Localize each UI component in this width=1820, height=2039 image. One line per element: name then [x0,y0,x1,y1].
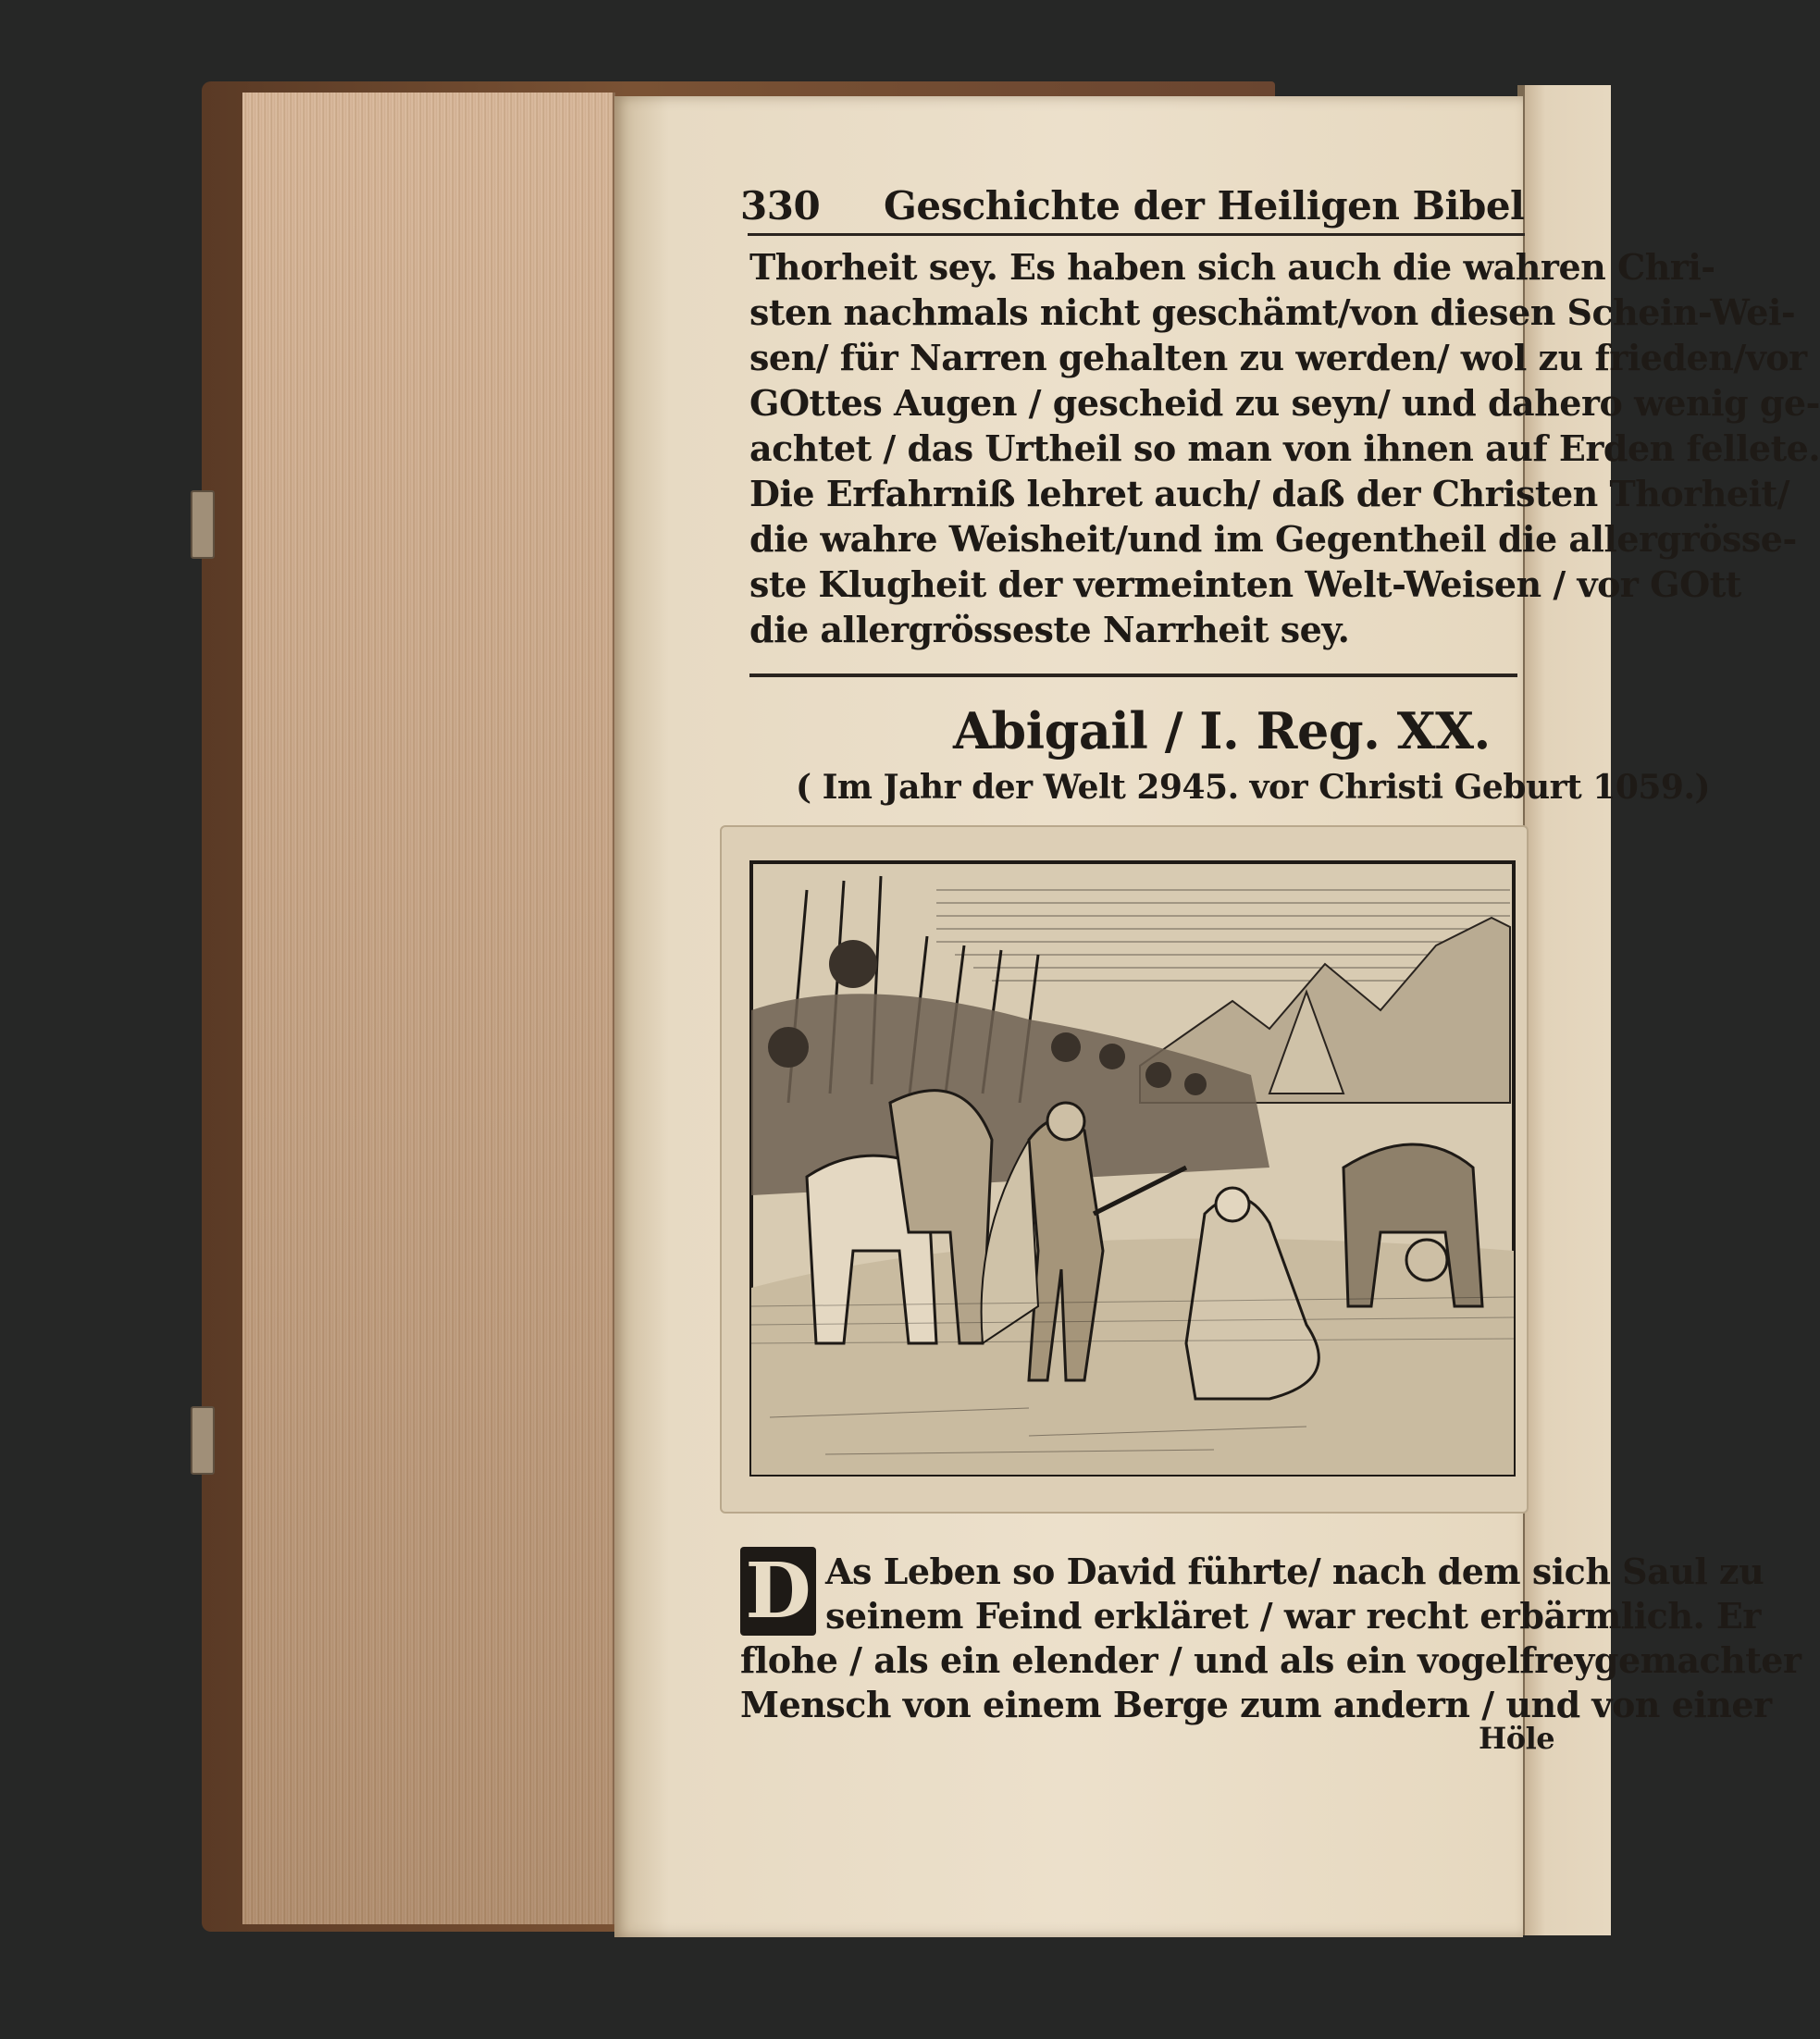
clasp-top [191,490,215,559]
text-line: ste Klugheit der vermeinten Welt-Weisen / vor GOtt [749,563,1741,605]
text-line: Die Erfahrniß lehret auch/ daß der Christen Thorheit/ [749,473,1789,514]
page-number: 330 [740,183,821,229]
page-edges-shade [242,93,613,1924]
text-line: GOttes Augen / gescheid zu seyn/ und dahero wenig ge- [749,382,1820,424]
text-line: As Leben so David führte/ nach dem sich Saul zu [825,1551,1764,1592]
text-line: achtet / das Urtheil so man von ihnen auf Erden fellete. [749,427,1820,469]
text-line: Mensch von einem Berge zum andern / und von einer [740,1684,1772,1725]
engraving-illustration [751,862,1514,1475]
text-line: seinem Feind erkläret / war recht erbärmlich. Er [825,1595,1761,1637]
drop-cap-initial: D [740,1547,816,1636]
text-line: sen/ für Narren gehalten zu werden/ wol zu frieden/vor [749,337,1807,378]
text-line: flohe / als ein elender / und als ein vogelfreygemachter [740,1639,1801,1681]
header-rule [748,233,1525,236]
text-line: sten nachmals nicht geschämt/von diesen Schein-Wei- [749,291,1796,333]
section-title: Abigail / I. Reg. XX. [953,701,1491,760]
section-rule [749,673,1517,677]
clasp-bottom [191,1406,215,1475]
text-line: die allergrösseste Narrheit sey. [749,609,1350,650]
section-date: ( Im Jahr der Welt 2945. vor Christi Geburt 1059.) [796,768,1711,807]
text-line: Thorheit sey. Es haben sich auch die wahren Chri- [749,246,1715,288]
running-head: Geschichte der Heiligen Bibel [884,183,1525,229]
text-line: die wahre Weisheit/und im Gegentheil die allergrösse- [749,518,1797,560]
catchword: Höle [1479,1721,1555,1756]
